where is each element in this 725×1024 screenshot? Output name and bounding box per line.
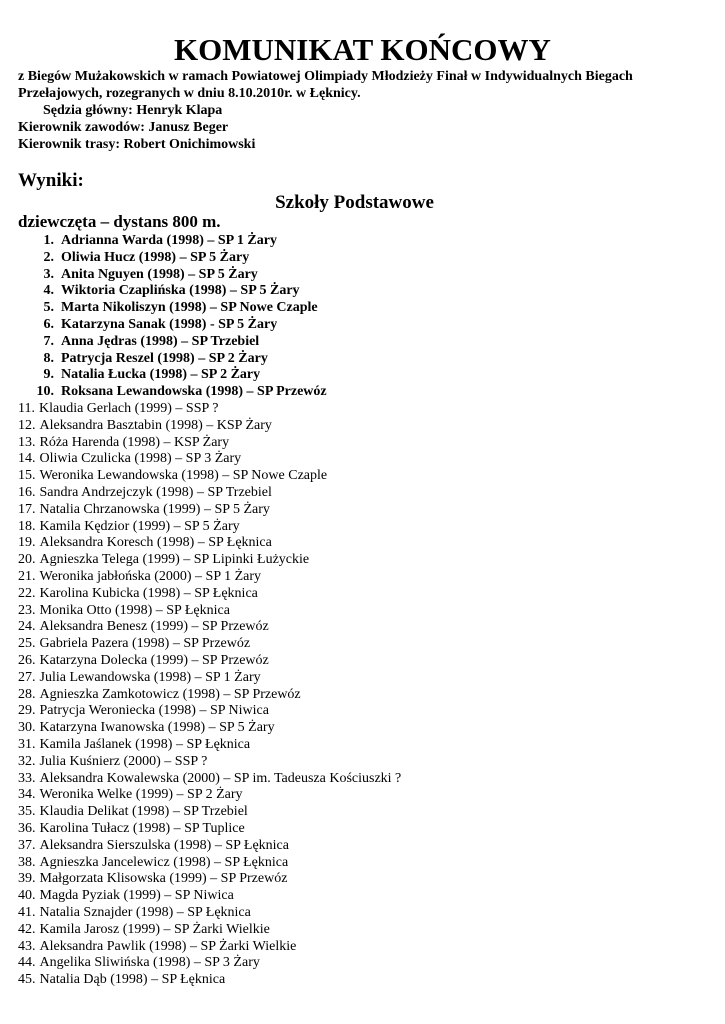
document-title: KOMUNIKAT KOŃCOWY (174, 32, 551, 67)
result-entry: Małgorzata Klisowska (1999) – SP Przewóz (39, 871, 288, 887)
result-entry: Weronika Welke (1999) – SP 2 Żary (39, 787, 243, 803)
result-entry: Katarzyna Sanak (1998) - SP 5 Żary (61, 316, 278, 332)
result-row (18, 905, 401, 922)
officials-block (18, 102, 255, 153)
result-position: 38. (18, 854, 36, 870)
result-position: 15. (18, 468, 36, 484)
result-row (0, 334, 327, 351)
result-entry: Wiktoria Czaplińska (1998) – SP 5 Żary (61, 283, 300, 299)
result-row (18, 636, 401, 653)
result-entry: Roksana Lewandowska (1998) – SP Przewóz (61, 384, 327, 400)
result-position: 44. (18, 955, 36, 971)
result-row (18, 653, 401, 670)
result-entry: Julia Lewandowska (1998) – SP 1 Żary (39, 669, 261, 685)
result-row (18, 855, 401, 872)
result-position: 33. (18, 770, 36, 786)
result-row (18, 804, 401, 821)
result-row (0, 300, 327, 317)
result-row (18, 552, 401, 569)
result-row (18, 519, 401, 536)
result-entry: Kamila Kędzior (1999) – SP 5 Żary (39, 518, 240, 534)
result-row (0, 351, 327, 368)
result-row (18, 922, 401, 939)
result-row (18, 939, 401, 956)
result-row (0, 384, 327, 401)
result-entry: Monika Otto (1998) – SP Łęknica (39, 602, 230, 618)
result-row (18, 569, 401, 586)
race-category-heading: dziewczęta – dystans 800 m. (18, 212, 221, 231)
competition-manager: Kierownik zawodów: Janusz Beger (18, 120, 229, 135)
school-category-label: Szkoły Podstawowe (275, 192, 434, 213)
result-row (18, 603, 401, 620)
result-entry: Patrycja Weroniecka (1998) – SP Niwica (39, 703, 269, 719)
result-entry: Julia Kuśnierz (2000) – SSP ? (39, 753, 208, 769)
result-row (18, 468, 401, 485)
result-position: 29. (18, 703, 36, 719)
result-row (18, 838, 401, 855)
chief-judge: Sędzia główny: Henryk Klapa (43, 103, 223, 118)
result-row (18, 754, 401, 771)
result-row (18, 821, 401, 838)
result-row (18, 771, 401, 788)
result-position: 6. (43, 316, 54, 332)
result-position: 21. (18, 568, 36, 584)
result-position: 27. (18, 669, 36, 685)
result-position: 28. (18, 686, 36, 702)
result-position: 31. (18, 736, 36, 752)
result-row (18, 535, 401, 552)
result-row (18, 888, 401, 905)
result-entry: Gabriela Pazera (1998) – SP Przewóz (39, 636, 251, 652)
result-position: 22. (18, 585, 36, 601)
result-entry: Katarzyna Dolecka (1999) – SP Przewóz (39, 652, 269, 668)
result-entry: Róża Harenda (1998) – KSP Żary (39, 434, 230, 450)
result-entry: Angelika Sliwińska (1998) – SP 3 Żary (39, 955, 260, 971)
result-position: 4. (43, 283, 54, 299)
route-manager: Kierownik trasy: Robert Onichimowski (18, 137, 256, 152)
result-row (18, 418, 401, 435)
result-position: 9. (43, 367, 54, 383)
result-position: 35. (18, 804, 36, 820)
result-position: 39. (18, 871, 36, 887)
result-position: 37. (18, 837, 36, 853)
result-row (0, 233, 327, 250)
result-row (0, 283, 327, 300)
result-position: 16. (18, 484, 36, 500)
result-position: 23. (18, 602, 36, 618)
result-entry: Agnieszka Telega (1999) – SP Lipinki Łużyckie (39, 552, 310, 568)
result-entry: Magda Pyziak (1999) – SP Niwica (39, 888, 234, 904)
result-row (18, 687, 401, 704)
result-position: 32. (18, 753, 36, 769)
result-row (18, 485, 401, 502)
result-position: 45. (18, 972, 36, 988)
result-entry: Oliwia Hucz (1998) – SP 5 Żary (61, 249, 250, 265)
result-position: 12. (18, 417, 36, 433)
result-position: 42. (18, 921, 36, 937)
result-entry: Sandra Andrzejczyk (1998) – SP Trzebiel (39, 484, 272, 500)
result-entry: Anna Jędras (1998) – SP Trzebiel (61, 333, 260, 349)
result-row (18, 401, 401, 418)
result-row (18, 972, 401, 989)
result-entry: Agnieszka Jancelewicz (1998) – SP Łęknica (39, 854, 289, 870)
result-row (0, 367, 327, 384)
results-heading: Wyniki: (18, 170, 84, 191)
remaining-results-list (18, 401, 401, 989)
result-entry: Agnieszka Zamkotowicz (1998) – SP Przewóz (39, 686, 301, 702)
result-position: 34. (18, 787, 36, 803)
top-results-list (0, 233, 327, 401)
result-entry: Weronika Lewandowska (1998) – SP Nowe Czaple (39, 468, 328, 484)
result-entry: Karolina Kubicka (1998) – SP Łęknica (39, 585, 258, 601)
result-position: 20. (18, 552, 36, 568)
result-row (0, 250, 327, 267)
result-position: 41. (18, 904, 36, 920)
result-row (18, 703, 401, 720)
result-entry: Weronika jabłońska (2000) – SP 1 Żary (39, 568, 262, 584)
result-entry: Aleksandra Benesz (1999) – SP Przewóz (39, 619, 269, 635)
result-position: 8. (43, 350, 54, 366)
result-position: 5. (43, 300, 54, 316)
result-entry: Aleksandra Koresch (1998) – SP Łęknica (39, 535, 272, 551)
result-position: 40. (18, 888, 36, 904)
result-position: 18. (18, 518, 36, 534)
result-entry: Kamila Jaślanek (1998) – SP Łęknica (39, 736, 251, 752)
result-entry: Katarzyna Iwanowska (1998) – SP 5 Żary (39, 720, 275, 736)
result-row (18, 955, 401, 972)
result-position: 7. (43, 333, 54, 349)
result-entry: Klaudia Delikat (1998) – SP Trzebiel (39, 804, 248, 820)
result-entry: Natalia Łucka (1998) – SP 2 Żary (61, 367, 261, 383)
result-position: 43. (18, 938, 36, 954)
result-entry: Aleksandra Pawlik (1998) – SP Żarki Wielkie (39, 938, 297, 954)
result-row (18, 787, 401, 804)
result-entry: Marta Nikoliszyn (1998) – SP Nowe Czaple (61, 300, 318, 316)
result-position: 11. (18, 401, 35, 416)
competition-description: z Biegów Mużakowskich w ramach Powiatowej Olimpiady Młodzieży Finał w Indywidualnych Biegach Przełajowych, rozegranych w dniu 8.10.2010r. w Łęknicy. (18, 69, 633, 101)
result-row (18, 871, 401, 888)
result-position: 17. (18, 501, 36, 517)
result-position: 19. (18, 535, 36, 551)
result-position: 30. (18, 720, 36, 736)
result-row (0, 267, 327, 284)
result-entry: Aleksandra Sierszulska (1998) – SP Łęknica (39, 837, 289, 853)
school-category-heading (0, 192, 725, 214)
result-row (18, 737, 401, 754)
result-position: 26. (18, 652, 36, 668)
result-position: 14. (18, 451, 36, 467)
result-entry: Natalia Sznajder (1998) – SP Łęknica (39, 904, 251, 920)
result-entry: Aleksandra Basztabin (1998) – KSP Żary (39, 417, 272, 433)
result-entry: Oliwia Czulicka (1998) – SP 3 Żary (39, 451, 242, 467)
result-entry: Karolina Tułacz (1998) – SP Tuplice (39, 820, 245, 836)
result-entry: Kamila Jarosz (1999) – SP Żarki Wielkie (39, 921, 270, 937)
result-entry: Adrianna Warda (1998) – SP 1 Żary (61, 233, 277, 248)
result-position: 3. (43, 266, 54, 282)
result-row (18, 502, 401, 519)
result-position: 25. (18, 636, 36, 652)
result-position: 1. (43, 233, 54, 248)
result-row (18, 720, 401, 737)
result-row (18, 586, 401, 603)
result-entry: Natalia Chrzanowska (1999) – SP 5 Żary (39, 501, 270, 517)
result-entry: Anita Nguyen (1998) – SP 5 Żary (61, 266, 258, 282)
result-entry: Natalia Dąb (1998) – SP Łęknica (39, 972, 226, 988)
result-row (18, 619, 401, 636)
result-row (18, 670, 401, 687)
result-position: 36. (18, 820, 36, 836)
result-position: 13. (18, 434, 36, 450)
result-row (18, 451, 401, 468)
result-position: 10. (36, 384, 54, 400)
result-entry: Patrycja Reszel (1998) – SP 2 Żary (61, 350, 268, 366)
result-row (0, 317, 327, 334)
result-row (18, 435, 401, 452)
result-position: 24. (18, 619, 36, 635)
result-position: 2. (43, 249, 54, 265)
result-entry: Klaudia Gerlach (1999) – SSP ? (38, 401, 219, 416)
result-entry: Aleksandra Kowalewska (2000) – SP im. Tadeusza Kościuszki ? (39, 770, 402, 786)
